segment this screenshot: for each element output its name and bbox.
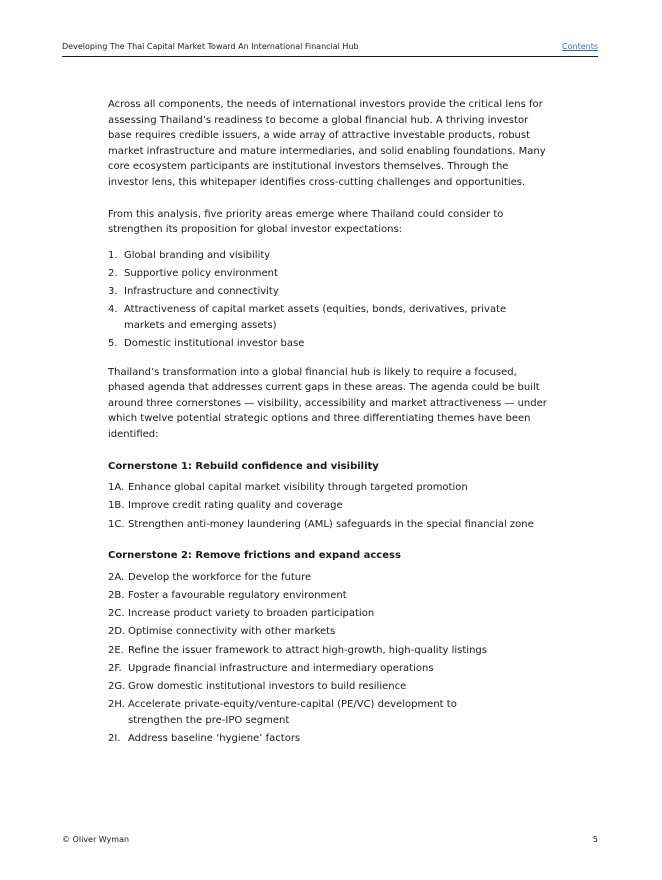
list-item [108,480,548,496]
cornerstone-1-list [108,480,548,532]
list-item [108,661,548,677]
list-number: 2G. [108,680,126,692]
list-number: 1C. [108,518,125,530]
list-number: 2H. [108,699,125,711]
list-number: 1. [108,249,118,261]
list-number: 5. [108,338,118,350]
list-item [108,731,548,747]
list-text: Enhance global capital market visibility through targeted promotion [128,482,468,494]
list-item [108,679,548,695]
list-number: 2E. [108,644,124,656]
priority-list [108,248,548,352]
list-number: 4. [108,304,118,316]
list-number: 2I. [108,732,121,744]
list-number: 2. [108,267,118,279]
document-title: Developing The Thai Capital Market Toward An International Financial Hub [62,42,359,51]
list-item [108,284,548,300]
list-text: Address baseline ‘hygiene’ factors [128,732,301,744]
list-number: 1B. [108,500,125,512]
list-text: Global branding and visibility [124,249,271,261]
list-number: 1A. [108,482,125,494]
cornerstone-1-heading: Cornerstone 1: Rebuild confidence and visibility [108,460,379,472]
intro-paragraph: Across all components, the needs of international investors provide the critical lens for assessing Thailand’s readiness to become a global financial hub. A thriving investor base requires credible issuers, a wide array of attractive investable products, robust market infrastructure and mature intermediaries, and solid enabling foundations. Many core ecosystem participants are institutional investors themselves. Through the investor lens, this whitepaper identifies cross-cutting challenges and opportunities. [108,99,546,188]
list-item [108,643,548,659]
list-item [108,517,548,533]
list-number: 2A. [108,571,125,583]
cornerstone-2-list [108,570,548,747]
list-text: Grow domestic institutional investors to build resilience [128,680,407,692]
analysis-paragraph: From this analysis, five priority areas emerge where Thailand could consider to strengthen its proposition for global investor expectations: [108,208,504,236]
list-text: Increase product variety to broaden participation [128,608,375,620]
list-text: Infrastructure and connectivity [124,286,279,298]
list-text: Develop the workforce for the future [128,571,312,583]
list-text: Domestic institutional investor base [124,338,305,350]
list-item [108,498,548,514]
page-header [62,42,598,57]
list-text: Upgrade financial infrastructure and intermediary operations [128,662,434,674]
list-text: Improve credit rating quality and coverage [128,500,343,512]
list-number: 2C. [108,608,125,620]
list-text: Strengthen anti-money laundering (AML) safeguards in the special financial zone [128,518,534,530]
contents-link[interactable]: Contents [562,42,598,51]
list-text: Foster a favourable regulatory environment [128,590,347,601]
list-item [108,302,548,333]
list-number: 3. [108,286,118,298]
cornerstone-2-heading: Cornerstone 2: Remove frictions and expand access [108,550,401,562]
list-text: Supportive policy environment [124,267,278,279]
list-item [108,624,548,640]
list-item [108,336,548,352]
page-number: 5 [592,835,598,844]
list-item [108,266,548,282]
list-item [108,606,548,622]
copyright: © Oliver Wyman [62,835,130,844]
transformation-paragraph: Thailand’s transformation into a global financial hub is likely to require a focused, phased agenda that addresses current gaps in these areas. The agenda could be built around three cornerstones — visibility, accessibility and market attractiveness — under which twelve potential strategic options and three differentiating themes have been identified: [108,366,547,441]
list-number: 2D. [108,626,126,638]
list-item [108,570,548,586]
list-number: 2B. [108,590,125,601]
list-text: Refine the issuer framework to attract high-growth, high-quality listings [128,644,487,656]
main-content [108,97,548,763]
list-text: Optimise connectivity with other markets [128,626,336,638]
list-text: Attractiveness of capital market assets (equities, bonds, derivatives, private markets and emerging assets) [124,304,507,331]
list-item [108,248,548,264]
list-number: 2F. [108,662,122,674]
list-item [108,588,548,604]
list-item [108,697,548,728]
list-text: Accelerate private-equity/venture-capital (PE/VC) development to strengthen the pre-IPO segment [128,699,457,726]
